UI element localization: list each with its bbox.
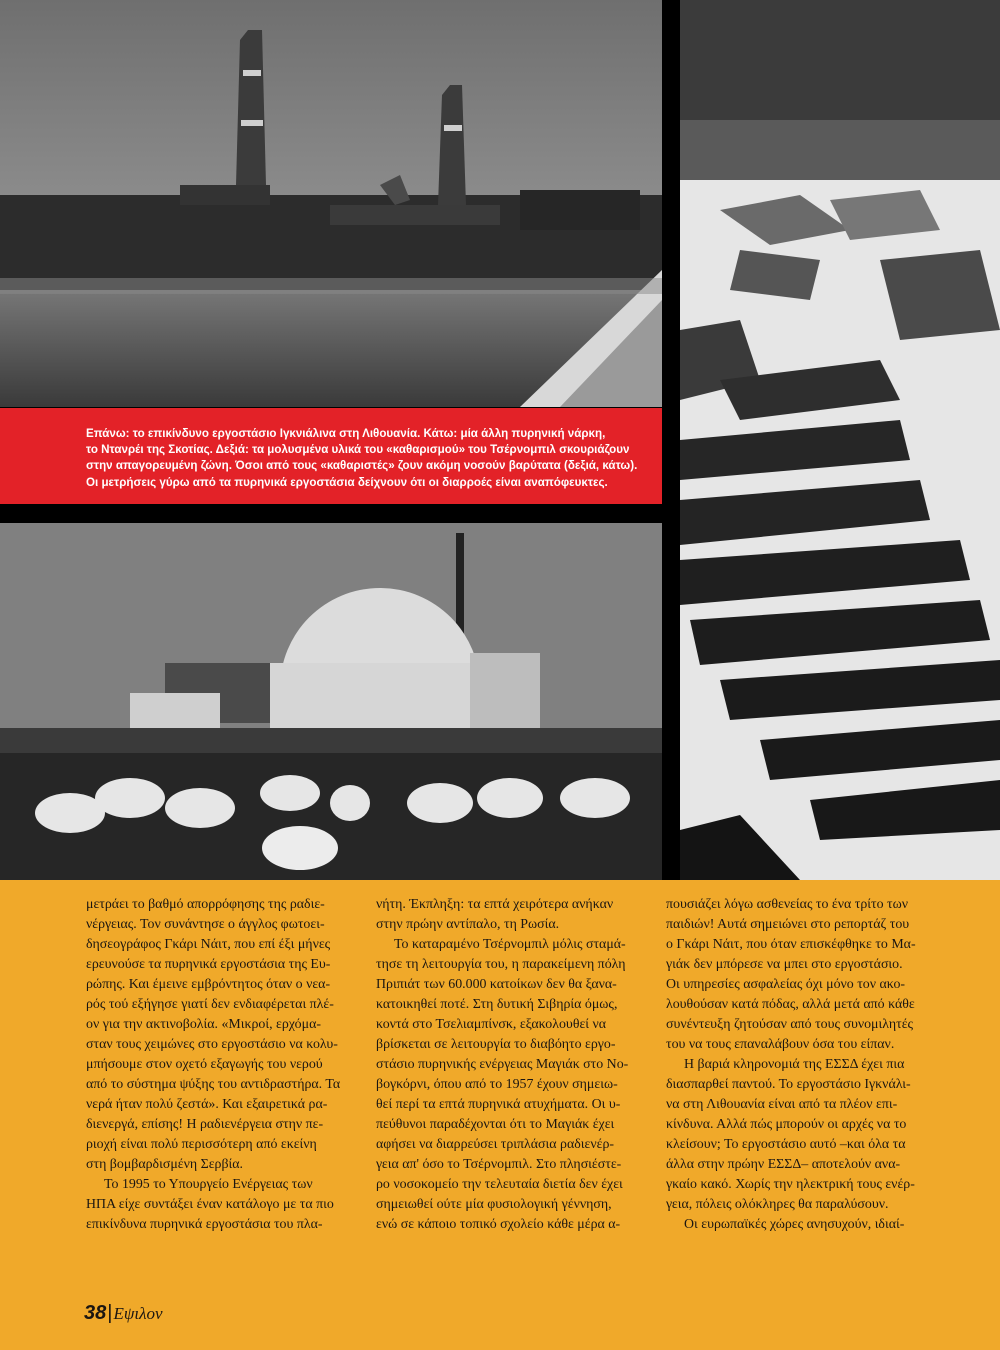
text-line: ενώ σε κάποιο τοπικό σχολείο κάθε μέρα α- bbox=[376, 1217, 621, 1232]
footer-separator: | bbox=[107, 1302, 113, 1324]
text-line: στην πρώην αντίπαλο, τη Ρωσία. bbox=[376, 917, 560, 932]
caption-line: το Ντανρέι της Σκοτίας. Δεξιά: τα μολυσμένα υλικά του «καθαρισμού» του Τσέρνομπιλ σκουριάζουν bbox=[86, 443, 630, 457]
text-line: επικίνδυνα πυρηνικά εργοστάσια του πλα- bbox=[86, 1217, 323, 1232]
article-column-1 bbox=[86, 895, 351, 1235]
text-line: διασπαρθεί παντού. Το εργοστάσιο Ιγκνάλι- bbox=[666, 1077, 911, 1092]
dounreay-sheep-image bbox=[0, 523, 662, 880]
text-line: γκαίο κακό. Χωρίς την ηλεκτρική τους ενέρ- bbox=[666, 1177, 915, 1192]
text-line: πουσιάζει λόγω ασθενείας το ένα τρίτο των bbox=[666, 897, 909, 912]
text-line: ριοχή είναι πολύ περισσότερη από εκείνη bbox=[86, 1137, 317, 1152]
photo-caption bbox=[0, 408, 662, 504]
text-line: σημειωθεί ούτε μία φυσιολογική γέννηση, bbox=[376, 1197, 612, 1212]
text-line: νέργειας. Τον συνάντησε ο άγγλος φωτοει- bbox=[86, 917, 325, 932]
text-line: ρο νοσοκομείο την τελευταία διετία δεν έχει bbox=[376, 1177, 623, 1192]
text-line: Πριπιάτ των 60.000 κατοίκων δεν θα ξανα- bbox=[376, 977, 617, 992]
text-line: τησε τη λειτουργία του, η παρακείμενη πόλη bbox=[376, 957, 626, 972]
photo-dounreay-sheep bbox=[0, 523, 662, 880]
text-line: ερευνούσε τα πυρηνικά εργοστάσια της Ευ- bbox=[86, 957, 331, 972]
text-line: νήτη. Έκπληξη: τα επτά χειρότερα ανήκαν bbox=[376, 897, 614, 912]
chernobyl-vehicles-image bbox=[680, 0, 1000, 880]
text-line: να στη Λιθουανία είναι από τα πλέον επι- bbox=[666, 1097, 898, 1112]
text-line: αφήσει να διαρρεύσει τριπλάσια ραδιενέρ- bbox=[376, 1137, 615, 1152]
text-line: κοντά στο Τσελιαμπίνσκ, εξακολουθεί να bbox=[376, 1017, 607, 1032]
text-line: ΗΠΑ είχε συντάξει έναν κατάλογο με τα πιο bbox=[86, 1197, 334, 1212]
text-line: του να τους επαναλάβουν όσα του είπαν. bbox=[666, 1037, 895, 1052]
text-line: από το σύστημα ψύξης του αντιδραστήρα. Τα bbox=[86, 1077, 341, 1092]
text-line: ρός τού εξήγησε γιατί δεν ενδιαφέρεται πλέ- bbox=[86, 997, 334, 1012]
text-line: δησεογράφος Γκάρι Νάιτ, που επί έξι μήνες bbox=[86, 937, 331, 952]
text-line: γεια απ' όσο το Τσέρνομπιλ. Στο πλησιέστε- bbox=[376, 1157, 622, 1172]
text-line: διενεργά, επίσης! Η ραδιενέργεια στην πε- bbox=[86, 1117, 324, 1132]
text-line: γεια, πόλεις ολόκληρες θα παραλύσουν. bbox=[666, 1197, 889, 1212]
ignalina-plant-image bbox=[0, 0, 662, 407]
text-line: Οι ευρωπαϊκές χώρες ανησυχούν, ιδιαί- bbox=[684, 1217, 905, 1232]
article-column-2 bbox=[376, 895, 641, 1235]
text-line: μπήσουμε στον οχετό εξαγωγής του νερού bbox=[86, 1057, 323, 1072]
photo-ignalina-plant bbox=[0, 0, 662, 407]
text-line: συνέντευξη ζητούσαν από τους συνομιλητές bbox=[666, 1017, 914, 1032]
text-line: παιδιών! Αυτά σημειώνει στο ρεπορτάζ του bbox=[666, 917, 910, 932]
caption-line: Οι μετρήσεις γύρω από τα πυρηνικά εργοστάσια δείχνουν ότι οι διαρροές είναι αναπόφευκτες. bbox=[86, 475, 608, 489]
text-line: στάσιο πυρηνικής ενέργειας Μαγιάκ στο Νο- bbox=[376, 1057, 629, 1072]
text-line: σταν τους χειμώνες στο εργοστάσιο να κολυ- bbox=[86, 1037, 338, 1052]
text-line: θεί περί τα επτά πυρηνικά ατυχήματα. Οι υ- bbox=[376, 1097, 621, 1112]
text-line: γιάκ δεν μπόρεσε να μπει στο εργοστάσιο. bbox=[666, 957, 903, 972]
text-line: βρίσκεται σε λειτουργία το διαβόητο εργο- bbox=[376, 1037, 616, 1052]
text-line: κατοικηθεί ποτέ. Στη δυτική Σιβηρία όμως, bbox=[376, 997, 618, 1012]
photo-chernobyl-vehicles bbox=[680, 0, 1000, 880]
page-footer bbox=[84, 1302, 163, 1325]
text-line: ρώπης. Και έμεινε εμβρόντητος όταν ο νεα- bbox=[86, 977, 331, 992]
text-line: Η βαριά κληρονομιά της ΕΣΣΔ έχει πια bbox=[684, 1057, 905, 1072]
text-line: άλλα στην πρώην ΕΣΣΔ– αποτελούν ανα- bbox=[666, 1157, 901, 1172]
text-line: βογκόρνι, όπου από το 1957 έχουν σημειω- bbox=[376, 1077, 618, 1092]
text-line: Το καταραμένο Τσέρνομπιλ μόλις σταμά- bbox=[394, 937, 626, 952]
text-line: κίνδυνα. Αλλά πώς μπορούν οι αρχές να το bbox=[666, 1117, 907, 1132]
text-line: πεύθυνοι παραδέχονται ότι το Μαγιάκ έχει bbox=[376, 1117, 615, 1132]
text-line: στη βομβαρδισμένη Σερβία. bbox=[86, 1157, 244, 1172]
caption-line: στην απαγορευμένη ζώνη. Όσοι από τους «καθαριστές» ζουν ακόμη νοσούν βαρύτατα (δεξιά, κάτω). bbox=[86, 459, 638, 473]
caption-line: Επάνω: το επικίνδυνο εργοστάσιο Ιγκνιάλινα στη Λιθουανία. Κάτω: μία άλλη πυρηνική νάρκη, bbox=[86, 427, 606, 440]
text-line: ο Γκάρι Νάιτ, που όταν επισκέφθηκε το Μα- bbox=[666, 937, 916, 952]
text-line: κλείσουν; Το εργοστάσιο αυτό –και όλα τα bbox=[666, 1137, 906, 1152]
magazine-name: Εψιλον bbox=[113, 1304, 163, 1323]
text-line: ον για την ακτινοβολία. «Μικροί, ερχόμα- bbox=[86, 1017, 321, 1032]
article-column-3 bbox=[666, 895, 931, 1235]
page-number: 38 bbox=[84, 1302, 107, 1324]
text-line: Οι υπηρεσίες ασφαλείας όχι μόνο τον ακο- bbox=[666, 977, 906, 992]
text-line: λουθούσαν κατά πόδας, αλλά μετά από κάθε bbox=[666, 997, 915, 1012]
text-line: μετράει το βαθμό απορρόφησης της ραδιε- bbox=[86, 897, 325, 912]
text-line: νερά ήταν πολύ ζεστά». Και εξαιρετικά ρα- bbox=[86, 1097, 328, 1112]
text-line: Το 1995 το Υπουργείο Ενέργειας των bbox=[104, 1177, 313, 1192]
